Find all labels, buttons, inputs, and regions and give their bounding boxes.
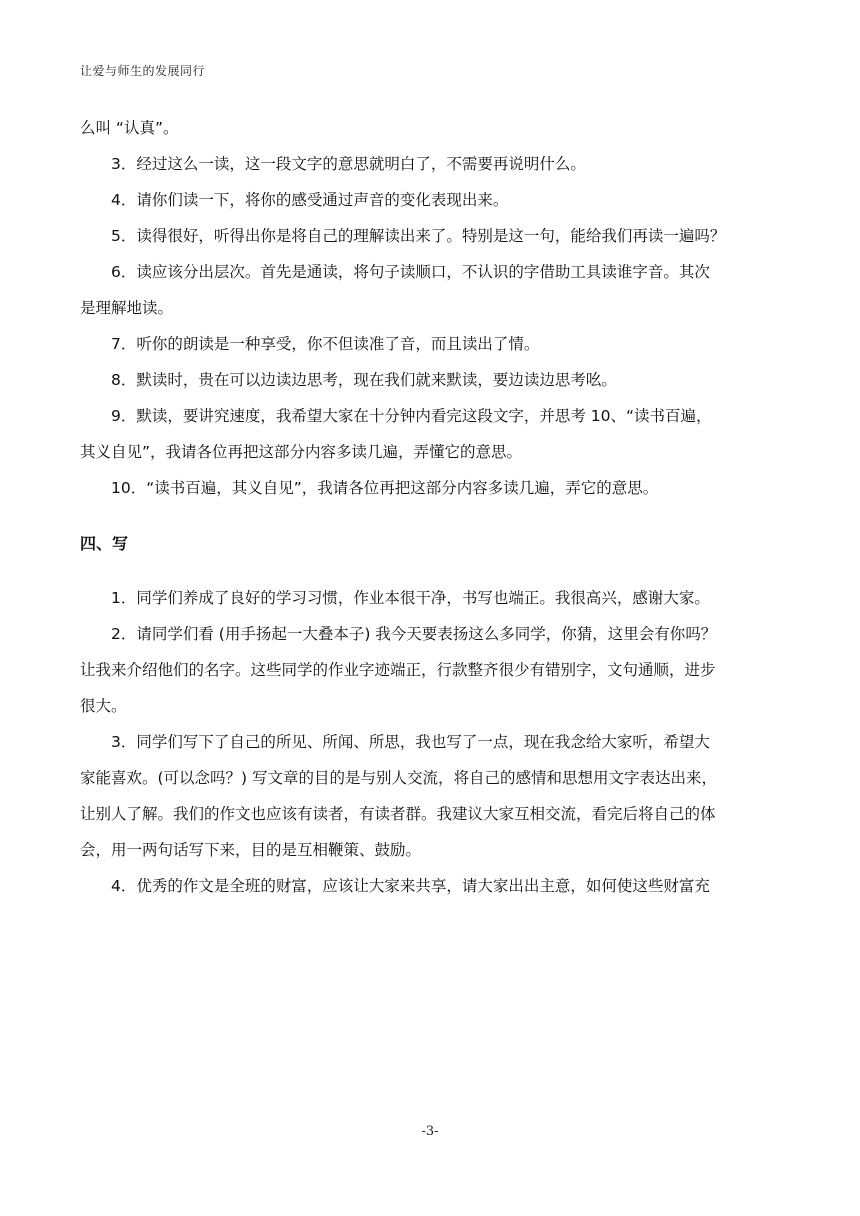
paragraph-item-6-line2: 是理解地读。 [80,299,174,317]
write-item-3-line4: 会，用一两句话写下来，目的是互相鞭策、鼓励。 [80,841,422,859]
running-header: 让爱与师生的发展同行 [80,64,206,78]
paragraph-item-4: 4．请你们读一下，将你的感受通过声音的变化表现出来。 [111,191,509,209]
paragraph-item-3: 3．经过这么一读，这一段文字的意思就明白了，不需要再说明什么。 [111,155,586,173]
section-heading: 四、写 [80,534,129,553]
paragraph-item-9-line1: 9．默读，要讲究速度，我希望大家在十分钟内看完这段文字，并思考 10、“读书百遍， [111,407,712,425]
write-item-2-line1: 2．请同学们看 (用手扬起一大叠本子) 我今天要表扬这么多同学，你猜，这里会有你吗？ [111,625,717,643]
page-number: -3- [421,1124,439,1139]
paragraph-item-6-line1: 6．读应该分出层次。首先是通读，将句子读顺口，不认识的字借助工具读谁字音。其次 [111,263,710,281]
write-item-3-line1: 3．同学们写下了自己的所见、所闻、所思，我也写了一点，现在我念给大家听，希望大 [111,733,710,751]
write-item-2-line3: 很大。 [80,697,127,715]
paragraph-item-5: 5．读得很好，听得出你是将自己的理解读出来了。特别是这一句，能给我们再读一遍吗？ [111,227,726,245]
paragraph-item-10: 10．“读书百遍，其义自见”，我请各位再把这部分内容多读几遍，弄它的意思。 [111,479,659,497]
paragraph-item-9-line2: 其义自见”，我请各位再把这部分内容多读几遍，弄懂它的意思。 [80,443,523,461]
write-item-3-line3: 让别人了解。我们的作文也应该有读者，有读者群。我建议大家互相交流，看完后将自己的体 [80,805,716,823]
write-item-1: 1．同学们养成了良好的学习习惯，作业本很干净，书写也端正。我很高兴，感谢大家。 [111,589,710,607]
document-body [80,110,780,904]
write-item-2-line2: 让我来介绍他们的名字。这些同学的作业字迹端正，行款整齐很少有错别字，文句通顺，进步 [80,661,716,679]
paragraph-line: 么叫 “认真”。 [80,119,179,137]
write-item-3-line2: 家能喜欢。(可以念吗？) 写文章的目的是与别人交流，将自己的感情和思想用文字表达出来， [80,769,718,787]
paragraph-item-7: 7．听你的朗读是一种享受，你不但读准了音，而且读出了情。 [111,335,540,353]
paragraph-item-8: 8．默读时，贵在可以边读边思考，现在我们就来默读，要边读边思考吆。 [111,371,617,389]
write-item-4-line1: 4．优秀的作文是全班的财富，应该让大家来共享，请大家出出主意，如何使这些财富充 [111,877,710,895]
